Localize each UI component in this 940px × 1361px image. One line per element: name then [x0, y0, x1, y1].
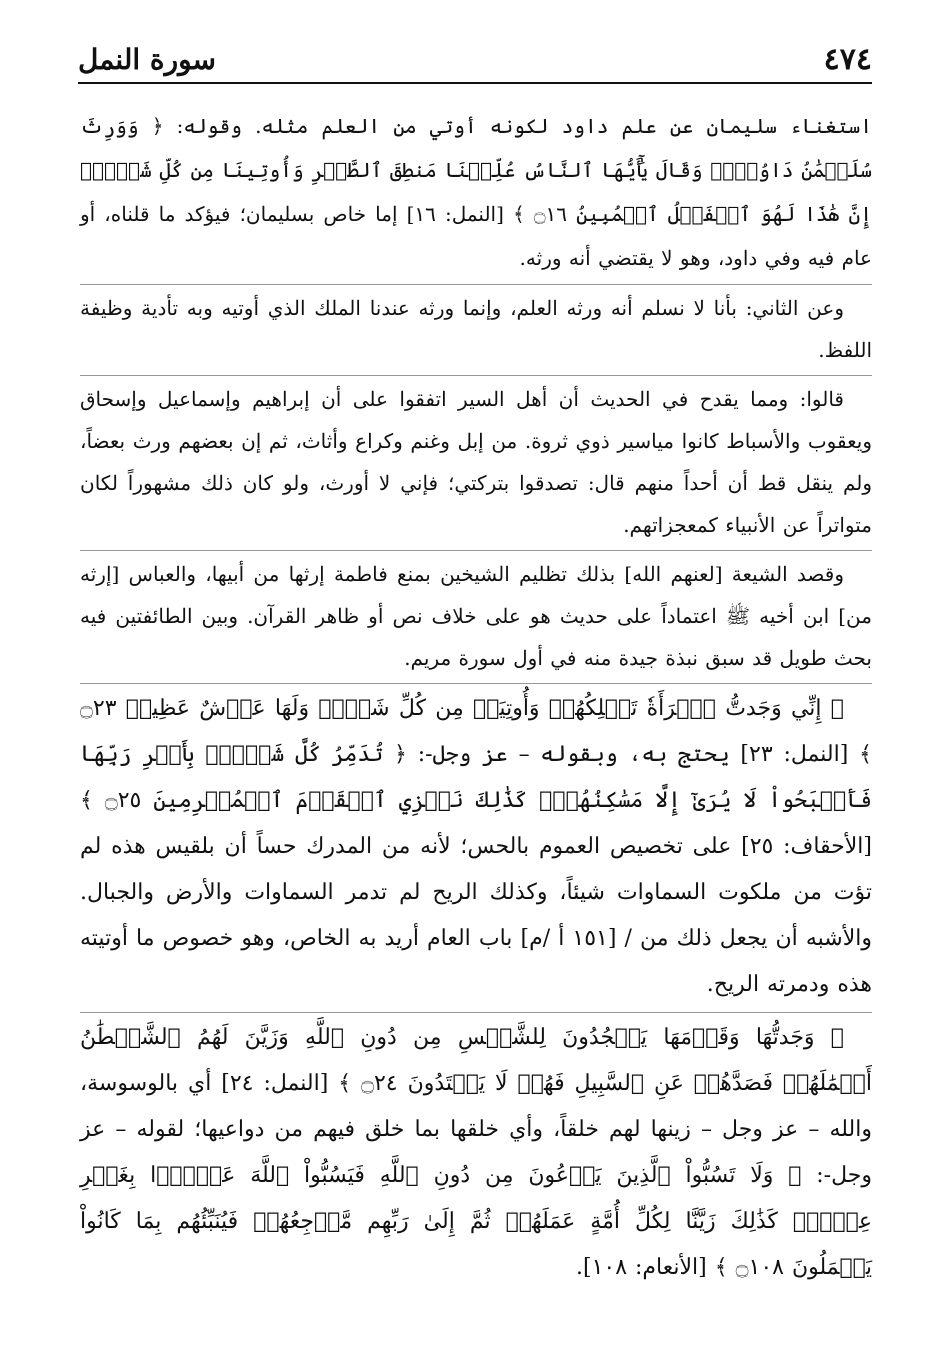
header-divider — [78, 82, 872, 84]
paragraph-second-reply: وعن الثاني: بأنا لا نسلم أنه ورثه العلم، وإنما ورثه عندنا الملك الذي أوتيه وبه تأدية وظيفة اللفظ. — [80, 284, 872, 371]
surah-title: سورة النمل — [78, 43, 217, 76]
paragraph-inheritance-verse: استغناء سليمان عن علم داود لكونه أوتي من العلم مثله. وقوله: ﴿ وَوَرِثَ سُلَيۡمَٰنُ دَاوُۥدَۖ وَقَالَ يَٰٓأَيُّهَا ٱلنَّاسُ عُلِّمۡنَا مَنطِقَ ٱلطَّيۡرِ وَأُوتِينَا مِن كُلِّ شَيۡءٍۖ إِنَّ هَٰذَا لَهُوَ ٱلۡفَضۡلُ ٱلۡمُبِينُ ۝١٦ ﴾ [النمل: ١٦] إما خاص بسليمان؛ فيؤكد ما قلناه، أو عام فيه وفي داود، وهو لا يقتضي أنه ورثه. — [80, 114, 872, 270]
paragraph-bilqis-verse: ﴿ إِنِّي وَجَدتُّ ٱمۡرَأَةٗ تَمۡلِكُهُمۡ وَأُوتِيَتۡ مِن كُلِّ شَيۡءٖ وَلَهَا عَرۡشٌ عَظِيمٞ ۝٢٣ ﴾ [النمل: ٢٣] يحتج به، وبقوله – عز وجل-: ﴿ تُدَمِّرُ كُلَّ شَيۡءِۭ بِأَمۡرِ رَبِّهَا فَأَصۡبَحُواْ لَا يُرَىٰٓ إِلَّا مَسَٰكِنُهُمۡۚ كَذَٰلِكَ نَجۡزِي ٱلۡقَوۡمَ ٱلۡمُجۡرِمِينَ ۝٢٥ ﴾ [الأحقاف: ٢٥] على تخصيص العموم بالحس؛ لأنه من المدرك حساً أن بلقيس هذه لم تؤت من ملكوت السماوات شيئاً، وكذلك الريح لم تدمر السماوات والأرض والجبال. والأشبه أن يجعل ذلك من / [١٥١ أ /م] باب العام أريد به الخاص، وهو خصوص ما أوتيته هذه ودمرته الريح. — [80, 683, 872, 1008]
page-number: ٤٧٤ — [823, 42, 872, 77]
paragraph-sun-worship-verse: ﴿ وَجَدتُّهَا وَقَوۡمَهَا يَسۡجُدُونَ لِلشَّمۡسِ مِن دُونِ ٱللَّهِ وَزَيَّنَ لَهُمُ ٱلشَّيۡطَٰنُ أَعۡمَٰلَهُمۡ فَصَدَّهُمۡ عَنِ ٱلسَّبِيلِ فَهُمۡ لَا يَهۡتَدُونَ ۝٢٤ ﴾ [النمل: ٢٤] أي بالوسوسة، والله – عز وجل – زينها لهم خلقاً، وأي خلقها بما خلق فيهم من دواعيها؛ لقوله – عز وجل-: ﴿ وَلَا تَسُبُّواْ ٱلَّذِينَ يَدۡعُونَ مِن دُونِ ٱللَّهِ فَيَسُبُّواْ ٱللَّهَ عَدۡوَۢا بِغَيۡرِ عِلۡمٖۗ كَذَٰلِكَ زَيَّنَّا لِكُلِّ أُمَّةٍ عَمَلَهُمۡ ثُمَّ إِلَىٰ رَبِّهِم مَّرۡجِعُهُمۡ فَيُنَبِّئُهُم بِمَا كَانُواْ يَعۡمَلُونَ ۝١٠٨ ﴾ [الأنعام: ١٠٨]. — [80, 1012, 872, 1291]
page-body — [80, 104, 872, 1301]
paragraph-prophets-wealth: قالوا: ومما يقدح في الحديث أن أهل السير اتفقوا على أن إبراهيم وإسماعيل وإسحاق ويعقوب والأسباط كانوا مياسير ذوي ثروة. من إبل وغنم وكراع وأثاث، ثم إن بعضهم ورث بعضاً، ولم ينقل قط أن أحداً منهم قال: تصدقوا بتركتي؛ فإني لا أورث، ولو كان ذلك مشهوراً لكان متواتراً عن الأنبياء كمعجزاتهم. — [80, 375, 872, 546]
page-header — [78, 34, 872, 78]
paragraph-shia-claim: وقصد الشيعة [لعنهم الله] بذلك تظليم الشيخين بمنع فاطمة إرثها من أبيها، والعباس [إرثه من] ابن أخيه ﷺ اعتماداً على حديث هو على خلاف نص أو ظاهر القرآن. وبين الطائفتين فيه بحث طويل قد سبق نبذة جيدة منه في أول سورة مريم. — [80, 550, 872, 679]
